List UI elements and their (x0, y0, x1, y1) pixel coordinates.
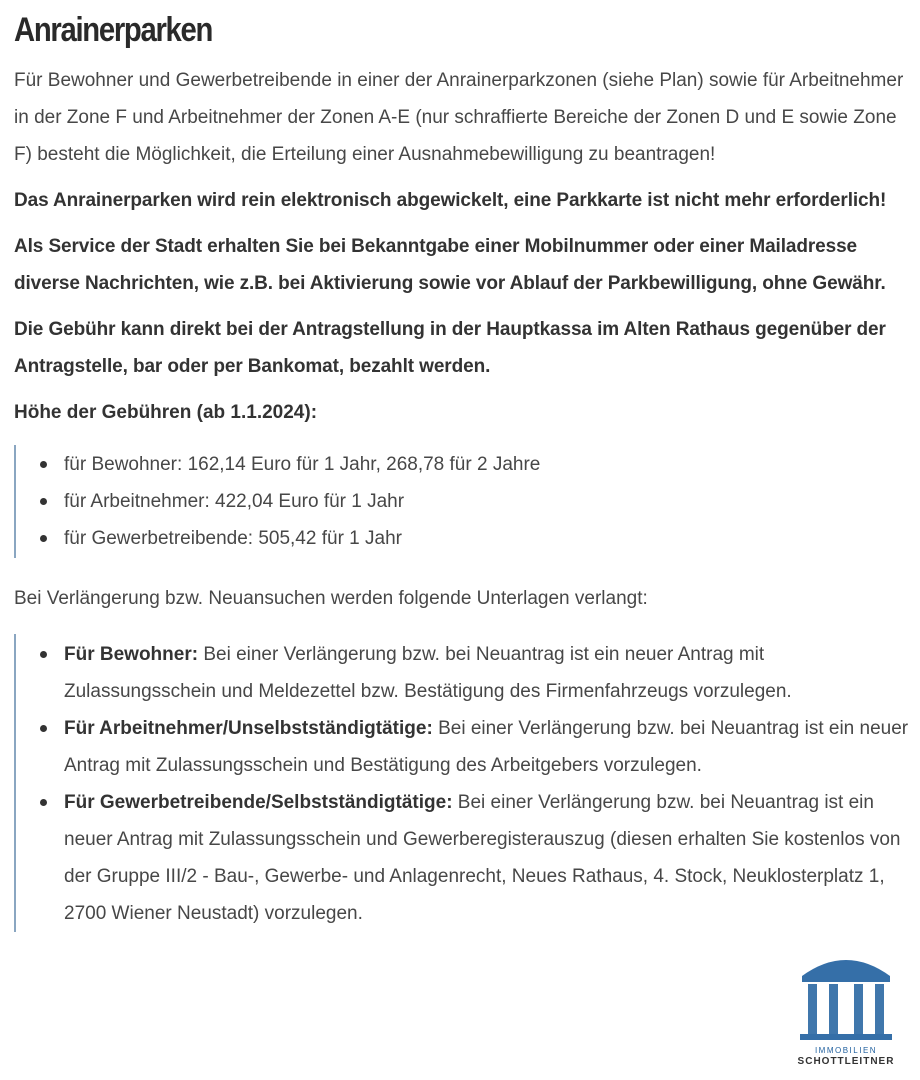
note-service: Als Service der Stadt erhalten Sie bei Bekanntgabe einer Mobilnummer oder einer Mailadresse diverse Nachrichten, wie z.B. bei Aktivierung sowie vor Ablauf der Parkbewilligung, ohne Gewähr. (14, 236, 886, 294)
list-item (36, 446, 914, 483)
list-item (36, 636, 914, 710)
bullet-icon (40, 461, 47, 468)
watermark-logo (790, 950, 912, 1070)
document-text: Bei einer Verlängerung bzw. bei Neuantrag ist ein neuer Antrag mit Zulassungsschein und Meldezettel bzw. Bestätigung des Firmenfahrzeugs vorzulegen. (64, 644, 792, 702)
bullet-icon (40, 535, 47, 542)
note-electronic: Das Anrainerparken wird rein elektronisch abgewickelt, eine Parkkarte ist nicht mehr erforderlich! (14, 190, 887, 211)
documents-intro: Bei Verlängerung bzw. Neuansuchen werden folgende Unterlagen verlangt: (14, 588, 648, 609)
bullet-icon (40, 725, 47, 732)
document-label: Für Bewohner: (64, 644, 199, 665)
logo-line1: IMMOBILIEN (814, 1046, 878, 1055)
note-payment: Die Gebühr kann direkt bei der Antragstellung in der Hauptkassa im Alten Rathaus gegenüber der Antragstelle, bar oder per Bankomat, bezahlt werden. (14, 319, 886, 377)
list-item (36, 784, 914, 932)
bullet-icon (40, 651, 47, 658)
intro-paragraph: Für Bewohner und Gewerbetreibende in einer der Anrainerparkzonen (siehe Plan) sowie für Arbeitnehmer in der Zone F und Arbeitnehmer der Zonen A-E (nur schraffierte Bereiche der Zonen D und E sowie Zone F) besteht die Möglichkeit, die Erteilung einer Ausnahmebewilligung zu beantragen! (14, 70, 904, 165)
list-item (36, 710, 914, 784)
document-text: Bei einer Verlängerung bzw. bei Neuantrag ist ein neuer Antrag mit Zulassungsschein und Gewerberegisterauszug (diesen erhalten Sie kostenlos von der Gruppe III/2 - Bau-, Gewerbe- und Anlagenrecht, Neues Rathaus, 4. Stock, Neuklosterplatz 1, 2700 Wiener Neustadt) vorzulegen. (64, 792, 901, 924)
fee-text: für Gewerbetreibende: 505,42 für 1 Jahr (64, 528, 402, 549)
fees-heading: Höhe der Gebühren (ab 1.1.2024): (14, 402, 318, 423)
document-text: Bei einer Verlängerung bzw. bei Neuantrag ist ein neuer Antrag mit Zulassungsschein und Bestätigung des Arbeitgebers vorzulegen. (64, 718, 909, 776)
building-icon (796, 950, 896, 1044)
bullet-icon (40, 799, 47, 806)
list-item (36, 520, 914, 557)
document-label: Für Gewerbetreibende/Selbstständigtätige: (64, 792, 453, 813)
list-item (36, 483, 914, 520)
documents-blockquote (14, 634, 914, 932)
page-title: Anrainerparken (14, 11, 213, 49)
bullet-icon (40, 498, 47, 505)
fee-text: für Bewohner: 162,14 Euro für 1 Jahr, 268,78 für 2 Jahre (64, 454, 541, 475)
fees-blockquote (14, 445, 914, 558)
fee-text: für Arbeitnehmer: 422,04 Euro für 1 Jahr (64, 491, 405, 512)
fees-list (36, 446, 914, 557)
logo-line2: SCHOTTLEITNER (797, 1056, 895, 1067)
document-label: Für Arbeitnehmer/Unselbstständigtätige: (64, 718, 433, 739)
content (14, 8, 914, 932)
documents-list (36, 636, 914, 932)
